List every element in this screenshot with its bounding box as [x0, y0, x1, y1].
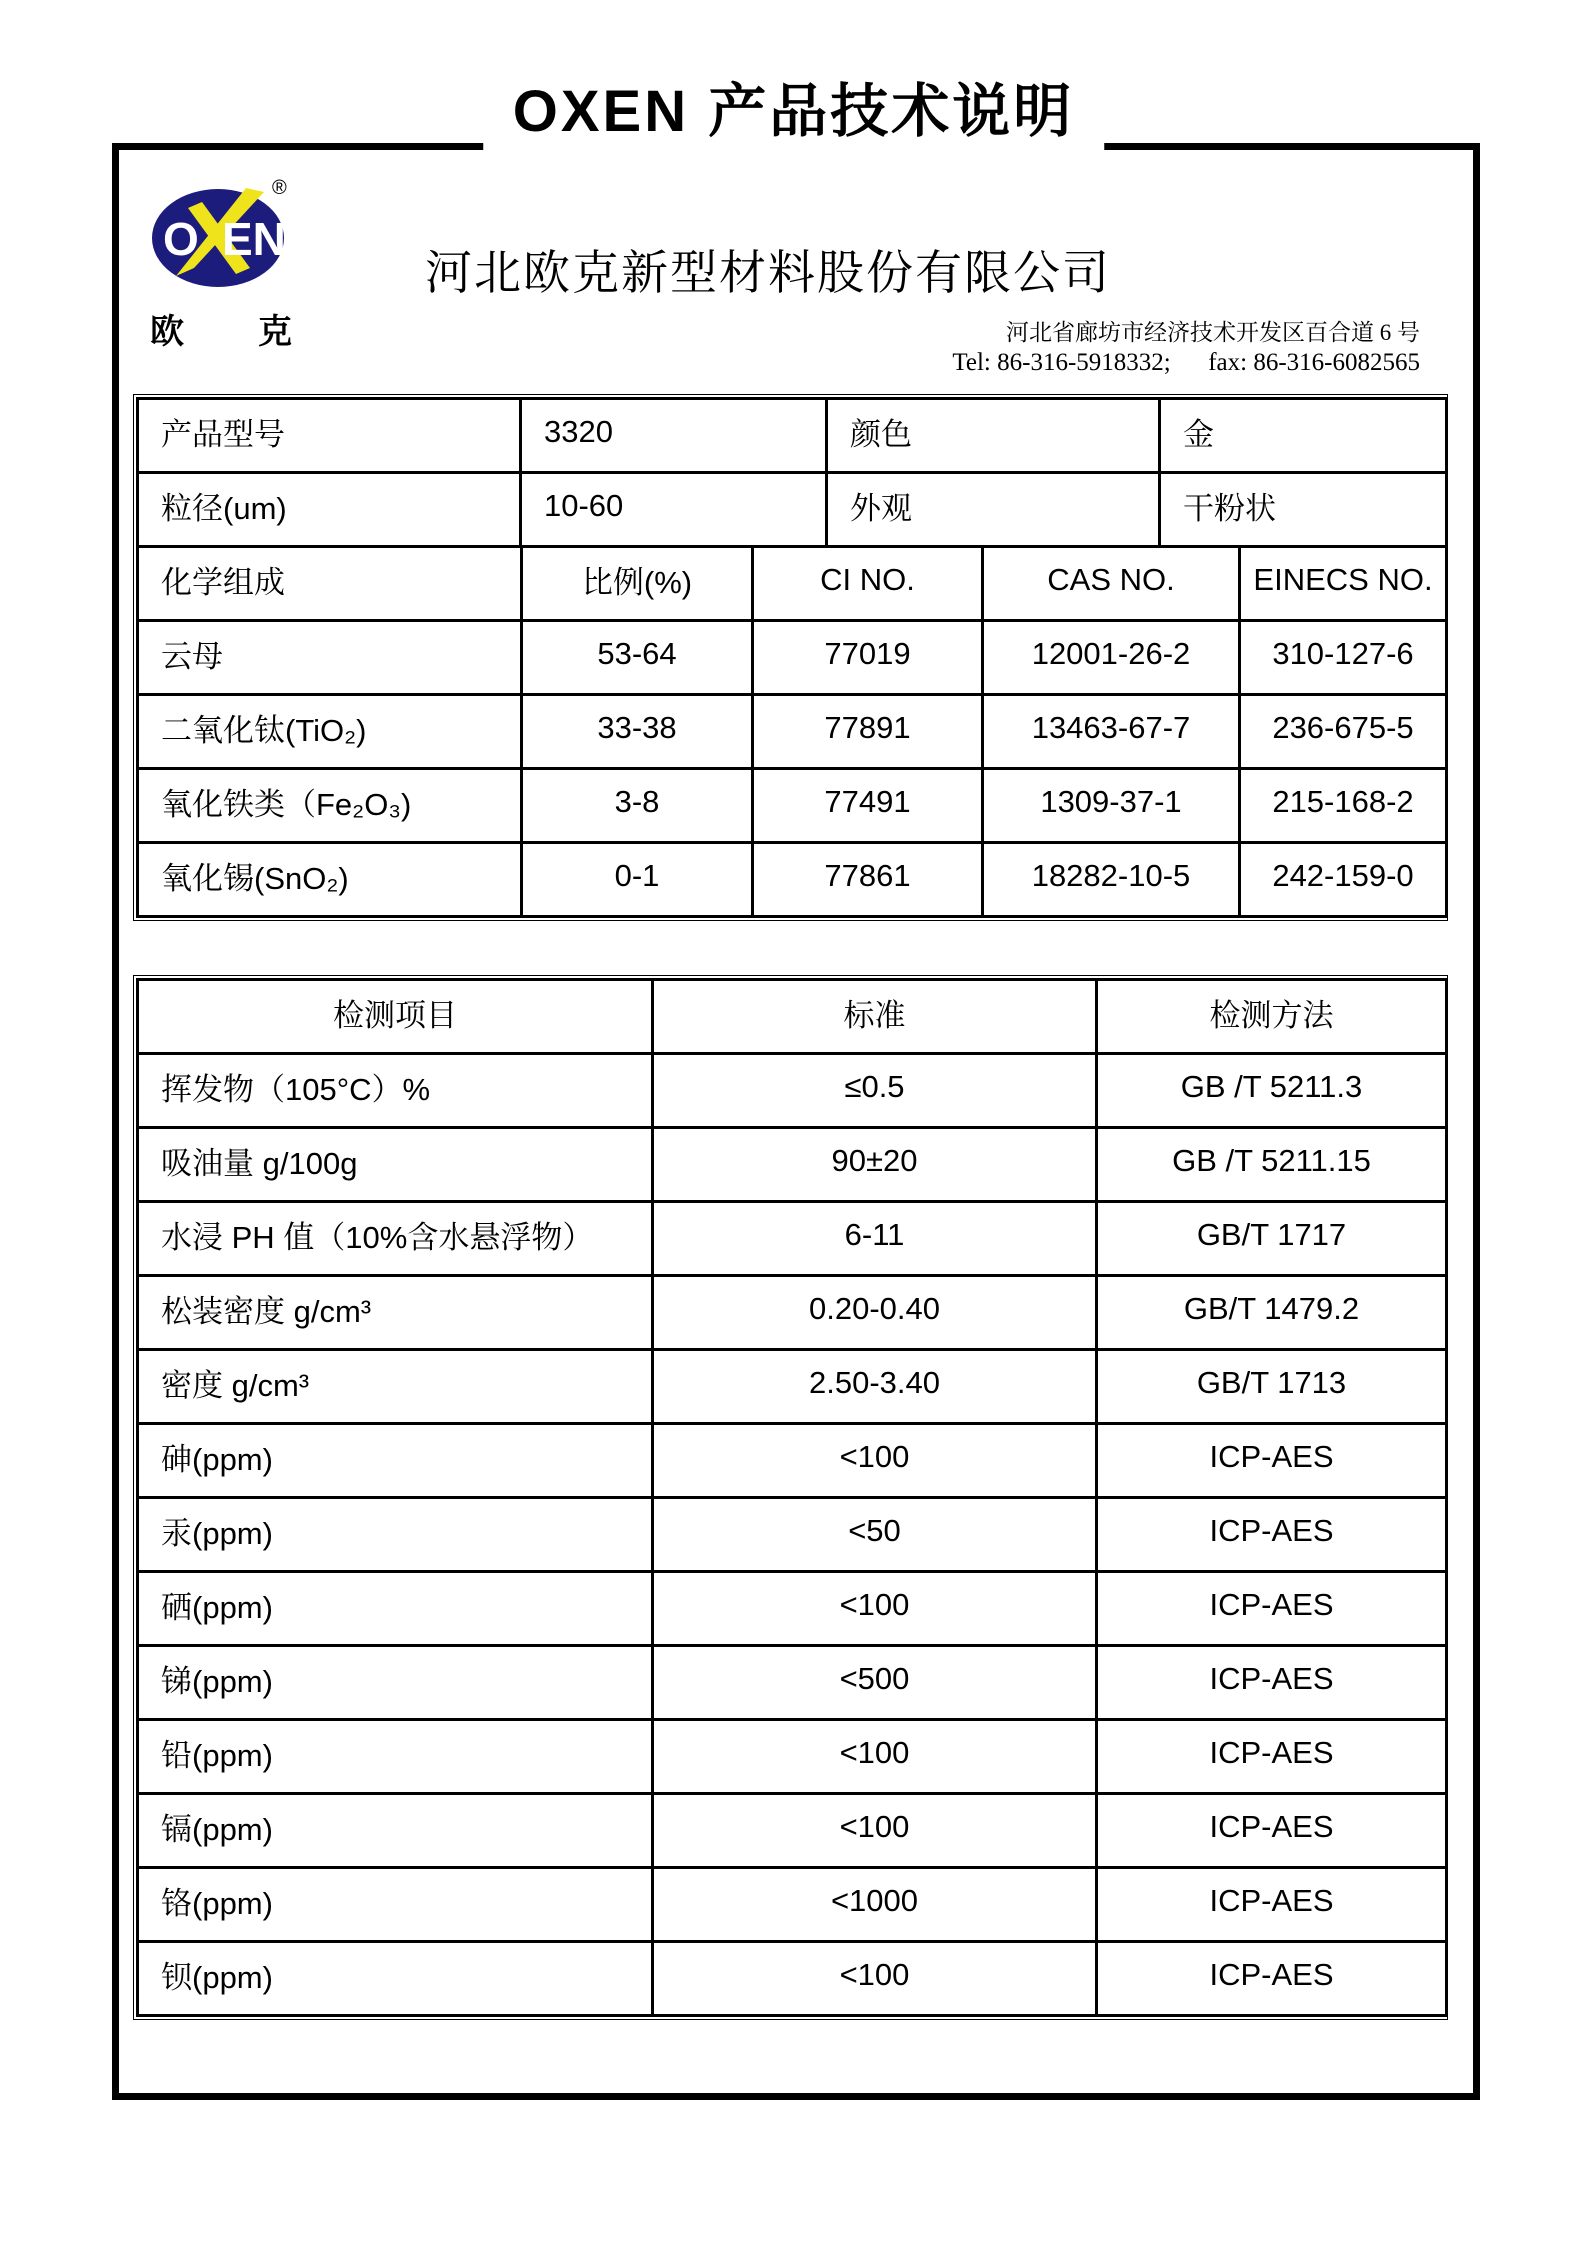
company-address: 河北省廊坊市经济技术开发区百合道 6 号	[1006, 320, 1420, 345]
table-cell: <500	[653, 1646, 1097, 1720]
table-cell: ICP-AES	[1097, 1720, 1447, 1794]
column-header: 化学组成	[138, 547, 522, 621]
table-cell: 77891	[753, 695, 983, 769]
table-cell: 18282-10-5	[983, 843, 1240, 917]
table-cell: 3-8	[522, 769, 753, 843]
table-cell: 云母	[138, 621, 522, 695]
product-model-value: 3320	[521, 399, 827, 473]
table-row	[138, 1572, 1447, 1646]
table-cell: 53-64	[522, 621, 753, 695]
table-cell: 215-168-2	[1240, 769, 1447, 843]
column-header: 检测项目	[138, 980, 653, 1054]
table-cell: 33-38	[522, 695, 753, 769]
company-contact-block	[952, 318, 1420, 379]
appearance-value: 干粉状	[1160, 473, 1447, 547]
test-items-table	[136, 978, 1448, 2017]
particle-size-label: 粒径(um)	[138, 473, 521, 547]
table-cell: 氧化锡(SnO₂)	[138, 843, 522, 917]
table-cell: 硒(ppm)	[138, 1572, 653, 1646]
logo-letters-en: EN	[222, 213, 286, 265]
table-cell: GB /T 5211.3	[1097, 1054, 1447, 1128]
logo-caption-left: 欧	[150, 313, 184, 351]
table-cell: 汞(ppm)	[138, 1498, 653, 1572]
particle-size-value: 10-60	[521, 473, 827, 547]
table-cell: <100	[653, 1572, 1097, 1646]
table-cell: ≤0.5	[653, 1054, 1097, 1128]
company-phone-fax: Tel: 86-316-5918332; fax: 86-316-6082565	[952, 349, 1420, 377]
test-table	[133, 975, 1448, 2020]
table-cell: 242-159-0	[1240, 843, 1447, 917]
table-cell: 氧化铁类（Fe₂O₃)	[138, 769, 522, 843]
table-cell: 90±20	[653, 1128, 1097, 1202]
table-cell: 6-11	[653, 1202, 1097, 1276]
table-cell: <100	[653, 1720, 1097, 1794]
table-cell: 铅(ppm)	[138, 1720, 653, 1794]
table-row	[138, 695, 1447, 769]
table-row	[138, 1424, 1447, 1498]
oxen-logo	[146, 176, 296, 353]
table-cell: 水浸 PH 值（10%含水悬浮物）	[138, 1202, 653, 1276]
table-cell: ICP-AES	[1097, 1942, 1447, 2016]
table-cell: 钡(ppm)	[138, 1942, 653, 2016]
table-row	[138, 1720, 1447, 1794]
table-cell: 挥发物（105°C）%	[138, 1054, 653, 1128]
table-row	[138, 621, 1447, 695]
table-row	[138, 473, 1447, 547]
table-cell: <100	[653, 1794, 1097, 1868]
table-row	[138, 1646, 1447, 1720]
table-cell: <1000	[653, 1868, 1097, 1942]
table-cell: 锑(ppm)	[138, 1646, 653, 1720]
table-cell: <100	[653, 1942, 1097, 2016]
table-row	[138, 1202, 1447, 1276]
logo-caption	[146, 304, 296, 353]
column-header: CI NO.	[753, 547, 983, 621]
product-table	[133, 394, 1448, 921]
table-cell: 1309-37-1	[983, 769, 1240, 843]
table-row	[138, 1868, 1447, 1942]
table-row	[138, 1942, 1447, 2016]
table-header-row	[138, 980, 1447, 1054]
logo-caption-right: 克	[258, 313, 292, 351]
table-cell: 吸油量 g/100g	[138, 1128, 653, 1202]
table-row	[138, 1350, 1447, 1424]
oxen-logo-icon	[146, 176, 296, 290]
table-cell: 密度 g/cm³	[138, 1350, 653, 1424]
table-row	[138, 769, 1447, 843]
company-name: 河北欧克新型材料股份有限公司	[425, 248, 1111, 300]
table-cell: 13463-67-7	[983, 695, 1240, 769]
column-header: 比例(%)	[522, 547, 753, 621]
table-row	[138, 1498, 1447, 1572]
table-cell: <100	[653, 1424, 1097, 1498]
color-value: 金	[1160, 399, 1447, 473]
table-row	[138, 843, 1447, 917]
table-cell: ICP-AES	[1097, 1498, 1447, 1572]
appearance-label: 外观	[827, 473, 1160, 547]
table-cell: 0.20-0.40	[653, 1276, 1097, 1350]
table-header-row	[138, 547, 1447, 621]
registered-trademark-icon: ®	[272, 177, 287, 199]
table-cell: ICP-AES	[1097, 1646, 1447, 1720]
table-cell: 77491	[753, 769, 983, 843]
composition-table	[136, 545, 1448, 918]
table-cell: GB/T 1479.2	[1097, 1276, 1447, 1350]
product-info-table	[136, 397, 1448, 548]
table-cell: GB /T 5211.15	[1097, 1128, 1447, 1202]
table-cell: GB/T 1717	[1097, 1202, 1447, 1276]
table-cell: 236-675-5	[1240, 695, 1447, 769]
table-row	[138, 1128, 1447, 1202]
table-cell: <50	[653, 1498, 1097, 1572]
table-cell: 77861	[753, 843, 983, 917]
table-cell: 2.50-3.40	[653, 1350, 1097, 1424]
color-label: 颜色	[827, 399, 1160, 473]
logo-letter-o: O	[163, 213, 199, 265]
table-cell: 0-1	[522, 843, 753, 917]
table-cell: ICP-AES	[1097, 1424, 1447, 1498]
table-cell: 砷(ppm)	[138, 1424, 653, 1498]
table-cell: 铬(ppm)	[138, 1868, 653, 1942]
table-cell: GB/T 1713	[1097, 1350, 1447, 1424]
table-row	[138, 1794, 1447, 1868]
column-header: 检测方法	[1097, 980, 1447, 1054]
column-header: 标准	[653, 980, 1097, 1054]
table-cell: 镉(ppm)	[138, 1794, 653, 1868]
table-cell: ICP-AES	[1097, 1868, 1447, 1942]
table-cell: 二氧化钛(TiO₂)	[138, 695, 522, 769]
table-row	[138, 1054, 1447, 1128]
column-header: EINECS NO.	[1240, 547, 1447, 621]
column-header: CAS NO.	[983, 547, 1240, 621]
table-cell: ICP-AES	[1097, 1794, 1447, 1868]
table-cell: 松装密度 g/cm³	[138, 1276, 653, 1350]
table-row	[138, 399, 1447, 473]
table-row	[138, 1276, 1447, 1350]
table-cell: 12001-26-2	[983, 621, 1240, 695]
product-model-label: 产品型号	[138, 399, 521, 473]
table-cell: ICP-AES	[1097, 1572, 1447, 1646]
page-title: OXEN 产品技术说明	[483, 64, 1105, 172]
table-cell: 77019	[753, 621, 983, 695]
table-cell: 310-127-6	[1240, 621, 1447, 695]
